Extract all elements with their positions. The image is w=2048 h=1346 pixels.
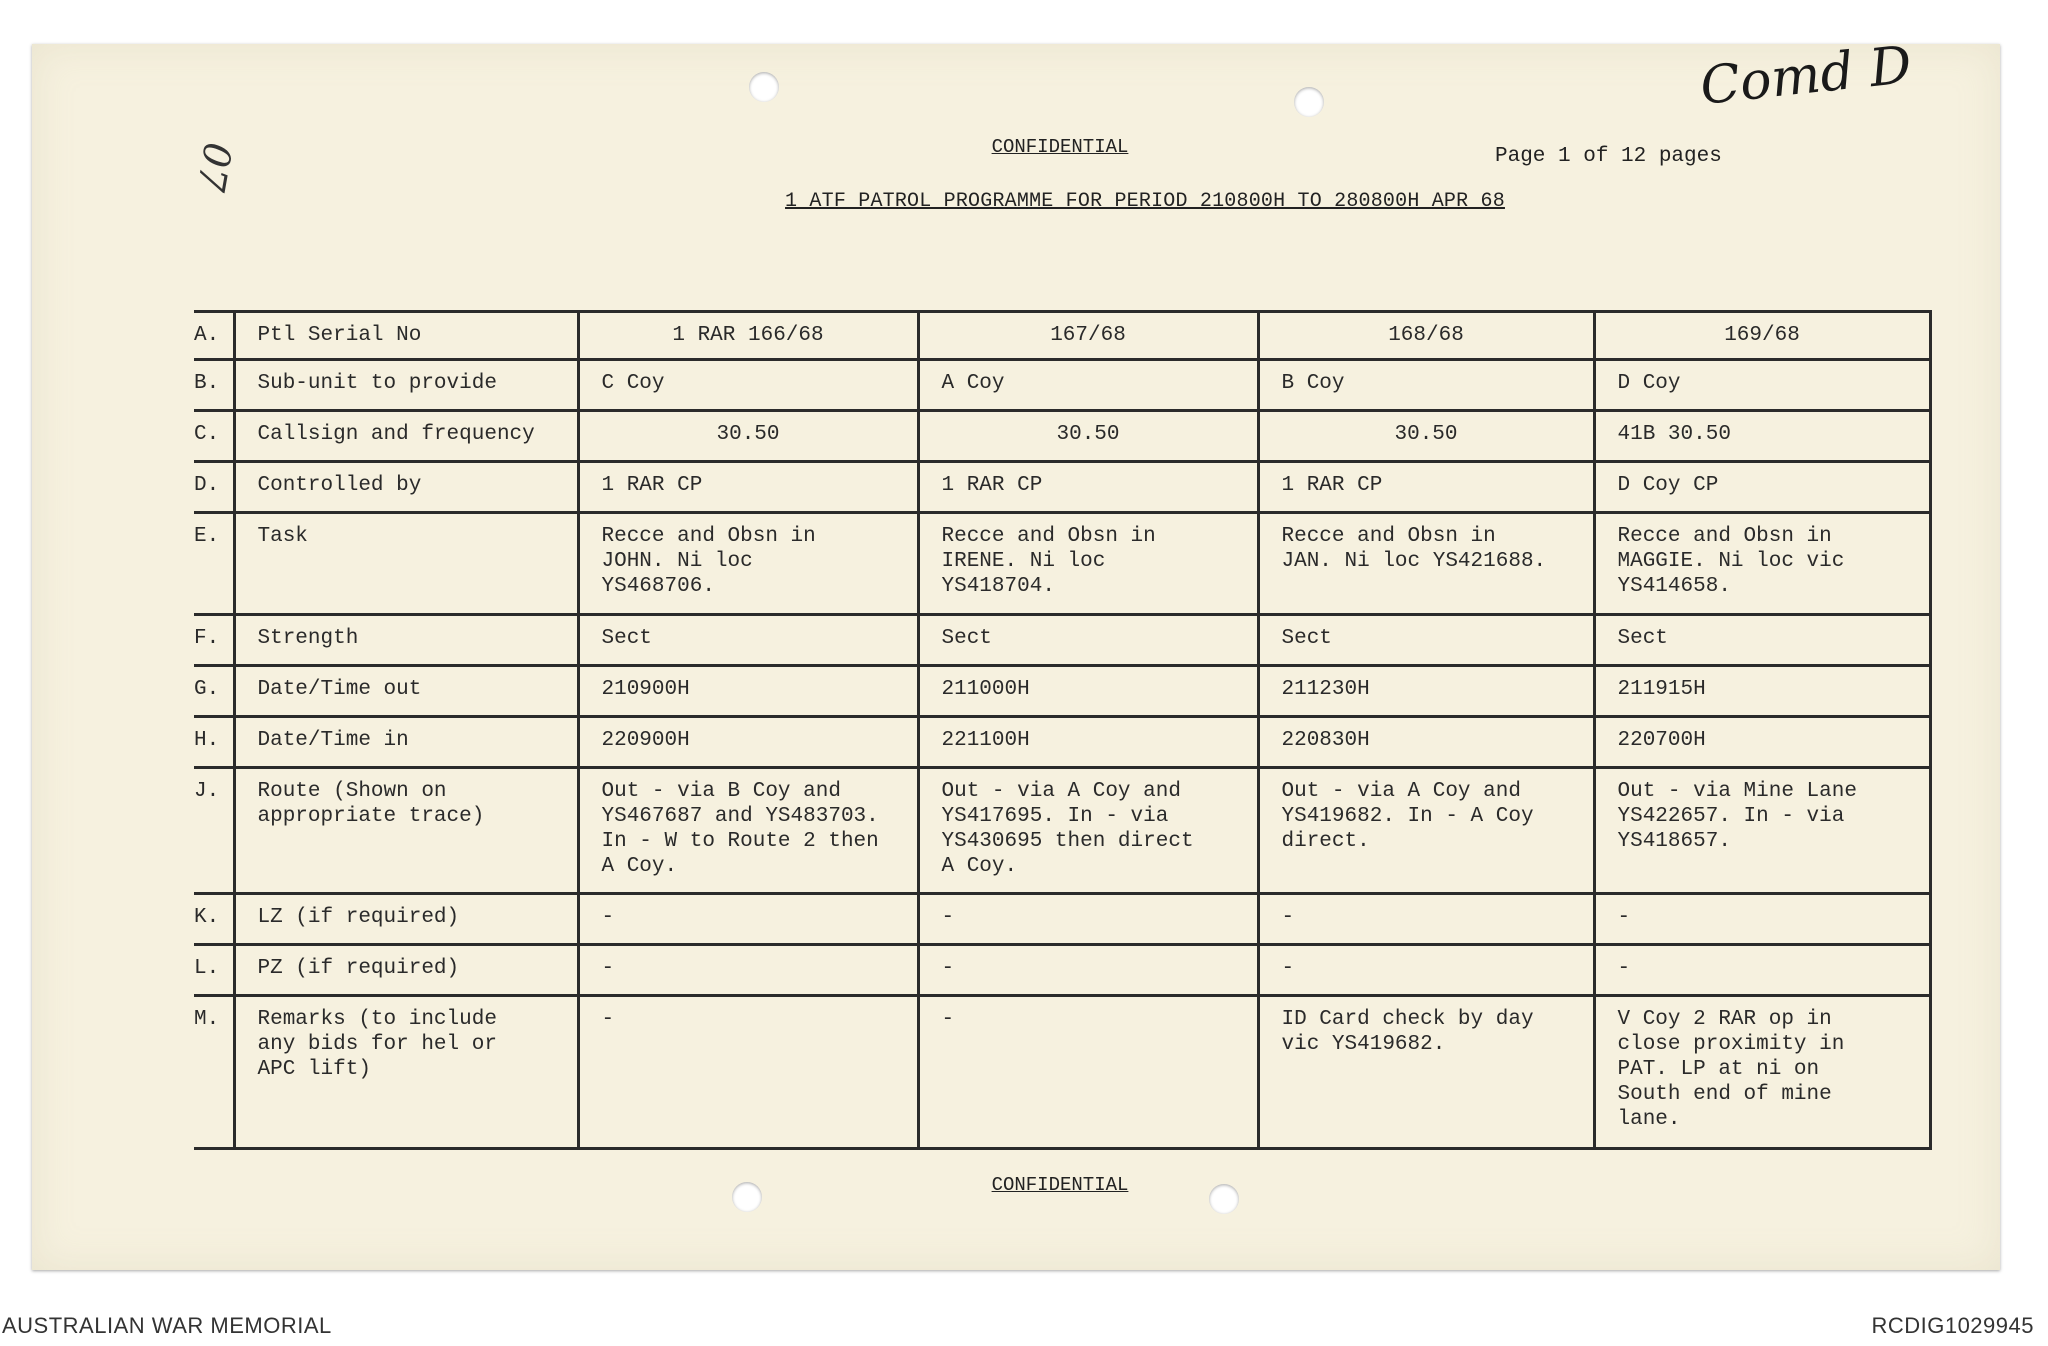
table-cell: Sect — [918, 615, 1258, 666]
table-cell: 1 RAR CP — [578, 462, 918, 513]
row-letter: F. — [194, 615, 234, 666]
table-cell: 220900H — [578, 717, 918, 768]
row-letter: D. — [194, 462, 234, 513]
table-cell: 220830H — [1258, 717, 1594, 768]
row-letter: L. — [194, 945, 234, 996]
classification-bottom: CONFIDENTIAL — [991, 1174, 1129, 1196]
row-label: Sub-unit to provide — [234, 360, 578, 411]
table-row — [194, 768, 1930, 894]
table-cell: 1 RAR 166/68 — [578, 312, 918, 360]
table-cell: 220700H — [1594, 717, 1930, 768]
table-cell: D Coy — [1594, 360, 1930, 411]
table-cell: - — [578, 894, 918, 945]
row-label: Callsign and frequency — [234, 411, 578, 462]
table-cell: Recce and Obsn in MAGGIE. Ni loc vic YS414658. — [1594, 513, 1930, 615]
table-cell: Out - via Mine Lane YS422657. In - via YS418657. — [1594, 768, 1930, 894]
table-cell: C Coy — [578, 360, 918, 411]
punch-hole — [732, 1182, 762, 1212]
table-row — [194, 894, 1930, 945]
row-letter: E. — [194, 513, 234, 615]
table-cell: - — [578, 996, 918, 1149]
punch-hole — [1294, 87, 1324, 117]
table-cell: 221100H — [918, 717, 1258, 768]
table-row — [194, 666, 1930, 717]
row-label: Task — [234, 513, 578, 615]
table-row — [194, 945, 1930, 996]
table-cell: Out - via B Coy and YS467687 and YS483703. In - W to Route 2 then A Coy. — [578, 768, 918, 894]
row-letter: K. — [194, 894, 234, 945]
row-letter: M. — [194, 996, 234, 1149]
table-cell: ID Card check by day vic YS419682. — [1258, 996, 1594, 1149]
table-cell: 211000H — [918, 666, 1258, 717]
row-letter: H. — [194, 717, 234, 768]
table-cell: 30.50 — [578, 411, 918, 462]
table-cell: 30.50 — [1258, 411, 1594, 462]
archive-credit: AUSTRALIAN WAR MEMORIAL — [2, 1313, 332, 1338]
archive-id: RCDIG1029945 — [1871, 1313, 2034, 1338]
patrol-programme-table — [194, 310, 1932, 1150]
table-cell: 169/68 — [1594, 312, 1930, 360]
table-cell: V Coy 2 RAR op in close proximity in PAT. LP at ni on South end of mine lane. — [1594, 996, 1930, 1149]
handwritten-margin-note: 07 — [188, 139, 241, 195]
row-letter: C. — [194, 411, 234, 462]
row-label: Date/Time in — [234, 717, 578, 768]
row-letter: G. — [194, 666, 234, 717]
table-cell: - — [1594, 945, 1930, 996]
table-row — [194, 411, 1930, 462]
table-cell: - — [918, 894, 1258, 945]
table-row — [194, 996, 1930, 1149]
table-cell: 1 RAR CP — [1258, 462, 1594, 513]
row-label: LZ (if required) — [234, 894, 578, 945]
table-cell: 167/68 — [918, 312, 1258, 360]
table-cell: - — [1258, 945, 1594, 996]
table-row — [194, 312, 1930, 360]
table-cell: D Coy CP — [1594, 462, 1930, 513]
row-letter: B. — [194, 360, 234, 411]
row-label: Date/Time out — [234, 666, 578, 717]
table-cell: 168/68 — [1258, 312, 1594, 360]
row-label: Ptl Serial No — [234, 312, 578, 360]
table-cell: - — [918, 945, 1258, 996]
table-cell: - — [1258, 894, 1594, 945]
table-row — [194, 615, 1930, 666]
row-label: Route (Shown on appropriate trace) — [234, 768, 578, 894]
row-label: PZ (if required) — [234, 945, 578, 996]
table-cell: 211915H — [1594, 666, 1930, 717]
page-info: Page 1 of 12 pages — [1495, 145, 1722, 168]
table-cell: Out - via A Coy and YS417695. In - via YS430695 then direct A Coy. — [918, 768, 1258, 894]
table-cell: 1 RAR CP — [918, 462, 1258, 513]
table-cell: Recce and Obsn in IRENE. Ni loc YS418704. — [918, 513, 1258, 615]
document-title: 1 ATF PATROL PROGRAMME FOR PERIOD 210800H TO 280800H APR 68 — [785, 190, 1505, 213]
table-cell: A Coy — [918, 360, 1258, 411]
table-row — [194, 360, 1930, 411]
row-label: Controlled by — [234, 462, 578, 513]
punch-hole — [749, 72, 779, 102]
punch-hole — [1209, 1184, 1239, 1214]
row-label: Strength — [234, 615, 578, 666]
table-cell: Sect — [1594, 615, 1930, 666]
table-cell: Sect — [1258, 615, 1594, 666]
table-cell: Recce and Obsn in JOHN. Ni loc YS468706. — [578, 513, 918, 615]
table-cell: 30.50 — [918, 411, 1258, 462]
table-cell: - — [1594, 894, 1930, 945]
table-cell: 41B 30.50 — [1594, 411, 1930, 462]
handwritten-annotation: Comd D — [1697, 35, 1915, 117]
table-cell: Out - via A Coy and YS419682. In - A Coy direct. — [1258, 768, 1594, 894]
classification-top: CONFIDENTIAL — [991, 136, 1129, 158]
row-letter: A. — [194, 312, 234, 360]
table-cell: Recce and Obsn in JAN. Ni loc YS421688. — [1258, 513, 1594, 615]
table-row — [194, 717, 1930, 768]
table-cell: B Coy — [1258, 360, 1594, 411]
row-label: Remarks (to include any bids for hel or APC lift) — [234, 996, 578, 1149]
table-cell: 210900H — [578, 666, 918, 717]
table-cell: - — [578, 945, 918, 996]
table-row — [194, 462, 1930, 513]
table-cell: 211230H — [1258, 666, 1594, 717]
table-row — [194, 513, 1930, 615]
table-cell: - — [918, 996, 1258, 1149]
table-cell: Sect — [578, 615, 918, 666]
row-letter: J. — [194, 768, 234, 894]
